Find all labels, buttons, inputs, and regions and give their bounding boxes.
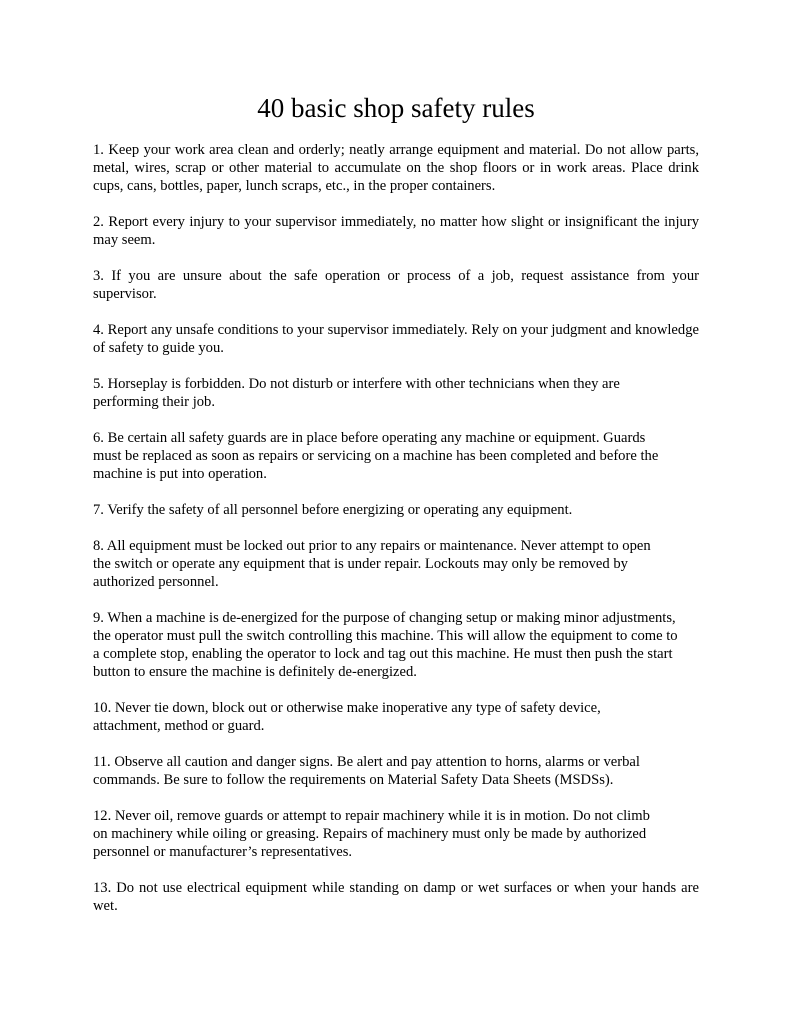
rule-4: 4. Report any unsafe conditions to your supervisor immediately. Rely on your judgment and knowledge of safety to guide you. xyxy=(93,322,699,356)
rule-6: 6. Be certain all safety guards are in place before operating any machine or equipment. Guards must be replaced as soon as repairs or servicing on a machine has been completed and before the machine is put into operation. xyxy=(93,430,659,482)
rule-1: 1. Keep your work area clean and orderly; neatly arrange equipment and material. Do not allow parts, metal, wires, scrap or other material to accumulate on the shop floors or in work areas. Place drink cups, cans, bottles, paper, lunch scraps, etc., in the proper containers. xyxy=(93,142,699,194)
document-page xyxy=(93,92,699,933)
rule-8: 8. All equipment must be locked out prior to any repairs or maintenance. Never attempt to open the switch or operate any equipment that is under repair. Lockouts may only be removed by authorized personnel. xyxy=(93,538,651,590)
rule-13: 13. Do not use electrical equipment while standing on damp or wet surfaces or when your hands are wet. xyxy=(93,880,699,914)
rule-7: 7. Verify the safety of all personnel before energizing or operating any equipment. xyxy=(93,502,573,518)
rule-12: 12. Never oil, remove guards or attempt to repair machinery while it is in motion. Do not climb on machinery while oiling or greasing. Repairs of machinery must only be made by authorized personnel or manufacturer’s representatives. xyxy=(93,808,650,860)
rule-2: 2. Report every injury to your supervisor immediately, no matter how slight or insignificant the injury may seem. xyxy=(93,214,699,248)
rule-11: 11. Observe all caution and danger signs. Be alert and pay attention to horns, alarms or verbal commands. Be sure to follow the requirements on Material Safety Data Sheets (MSDSs). xyxy=(93,754,640,788)
rule-9: 9. When a machine is de-energized for the purpose of changing setup or making minor adjustments, the operator must pull the switch controlling this machine. This will allow the equipment to come to a complete stop, enabling the operator to lock and tag out this machine. He must then push the start button to ensure the machine is definitely de-energized. xyxy=(93,610,678,680)
rule-3: 3. If you are unsure about the safe operation or process of a job, request assistance from your supervisor. xyxy=(93,268,699,302)
rule-10: 10. Never tie down, block out or otherwise make inoperative any type of safety device, attachment, method or guard. xyxy=(93,700,601,734)
rule-5: 5. Horseplay is forbidden. Do not disturb or interfere with other technicians when they are performing their job. xyxy=(93,376,620,410)
page-title: 40 basic shop safety rules xyxy=(257,93,535,123)
